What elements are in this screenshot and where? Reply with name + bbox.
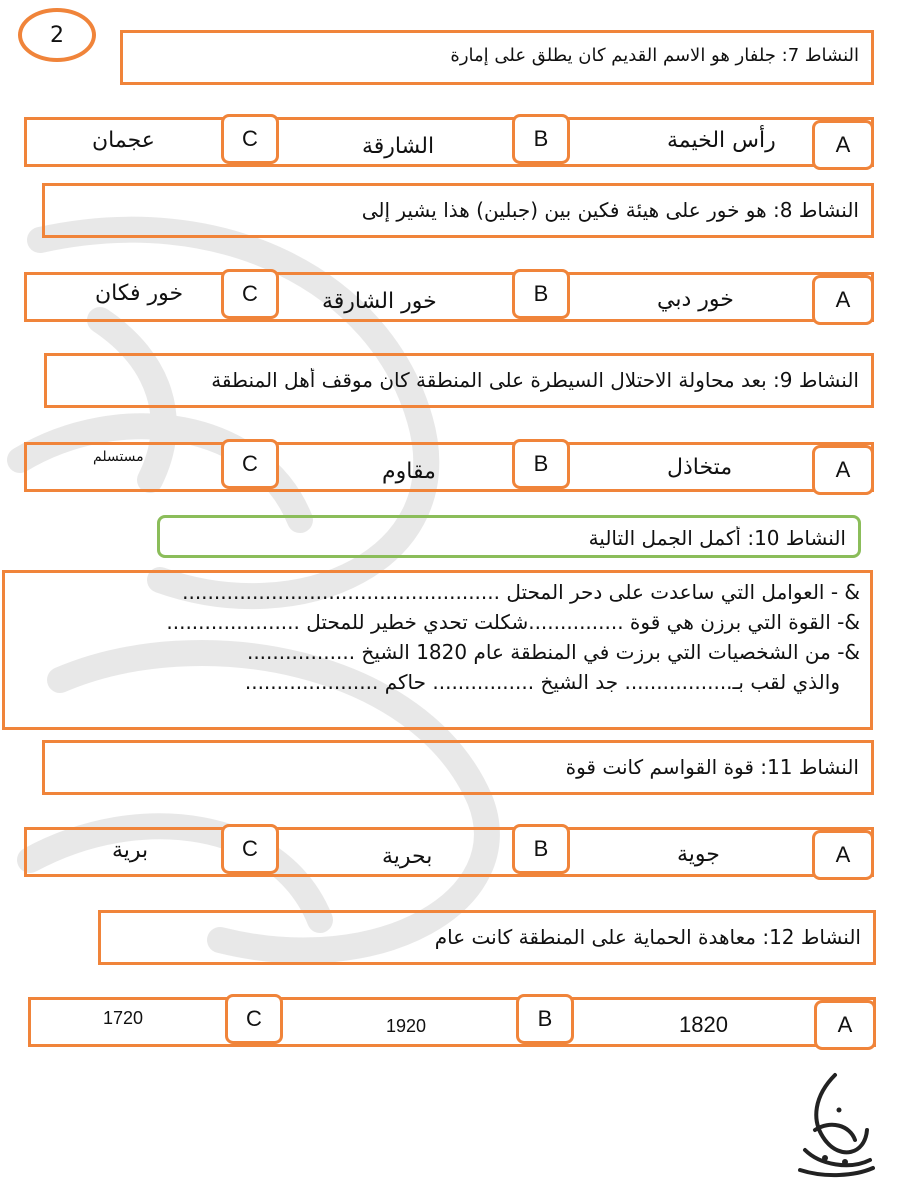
question-12-options (28, 997, 876, 1047)
option-a-label: A (812, 830, 874, 880)
option-b-label: B (512, 439, 570, 489)
question-12-prompt: النشاط 12: معاهدة الحماية على المنطقة كانت عام (434, 925, 861, 949)
option-b-label: B (512, 824, 570, 874)
sentence-1: & - العوامل التي ساعدت على دحر المحتل .................................................. (182, 580, 860, 604)
question-11-prompt: النشاط 11: قوة القواسم كانت قوة (565, 755, 859, 779)
question-7-prompt-box (120, 30, 874, 85)
option-c[interactable]: عجمان (92, 128, 155, 153)
question-8-prompt-box (42, 183, 874, 238)
option-b[interactable]: الشارقة (362, 134, 435, 159)
sentence-4: والذي لقب بـ................. جد الشيخ ................ حاكم ..................... (244, 670, 840, 694)
option-a[interactable]: رأس الخيمة (667, 128, 776, 153)
question-7-prompt: النشاط 7: جلفار هو الاسم القديم كان يطلق على إمارة (450, 45, 859, 66)
option-a-label: A (812, 275, 874, 325)
question-9-options (24, 442, 874, 492)
sentence-3: &- من الشخصيات التي برزت في المنطقة عام 1820 الشيخ ................. (246, 640, 860, 664)
option-b-label: B (516, 994, 574, 1044)
question-12-prompt-box (98, 910, 876, 965)
option-b-label: B (512, 114, 570, 164)
option-a[interactable]: خور دبي (657, 287, 734, 312)
question-8-options (24, 272, 874, 322)
question-11-options (24, 827, 874, 877)
option-c[interactable]: خور فكان (95, 281, 184, 306)
sentence-2: &- القوة التي برزن هي قوة ...............شكلت تحدي خطير للمحتل ..................... (166, 610, 860, 634)
option-c-label: C (221, 269, 279, 319)
option-a[interactable]: 1820 (679, 1012, 728, 1037)
question-7-options (24, 117, 874, 167)
option-c[interactable]: 1720 (103, 1008, 144, 1028)
activity-10-title-box (157, 515, 861, 558)
question-11-prompt-box (42, 740, 874, 795)
question-9-prompt-box (44, 353, 874, 408)
option-b-label: B (512, 269, 570, 319)
option-c-label: C (221, 439, 279, 489)
option-a-label: A (814, 1000, 876, 1050)
option-b[interactable]: 1920 (386, 1016, 427, 1036)
activity-10-sentences (2, 570, 873, 730)
option-b[interactable]: بحرية (382, 844, 433, 869)
activity-10-title: النشاط 10: أكمل الجمل التالية (588, 526, 846, 550)
option-a[interactable]: جوية (677, 842, 720, 867)
option-a[interactable]: متخاذل (667, 455, 733, 480)
option-c-label: C (225, 994, 283, 1044)
question-8-prompt: النشاط 8: هو خور على هيئة فكين بين (جبلين) هذا يشير إلى (361, 198, 859, 222)
option-c-label: C (221, 824, 279, 874)
page-number: 2 (18, 8, 96, 62)
option-c-label: C (221, 114, 279, 164)
question-9-prompt: النشاط 9: بعد محاولة الاحتلال السيطرة على المنطقة كان موقف أهل المنطقة (211, 368, 859, 392)
option-c[interactable]: مستسلم (93, 449, 144, 465)
option-a-label: A (812, 120, 874, 170)
option-b[interactable]: مقاوم (382, 459, 436, 484)
calligraphy-logo (795, 1070, 875, 1180)
option-b[interactable]: خور الشارقة (322, 289, 437, 314)
option-a-label: A (812, 445, 874, 495)
option-c[interactable]: برية (112, 838, 149, 863)
